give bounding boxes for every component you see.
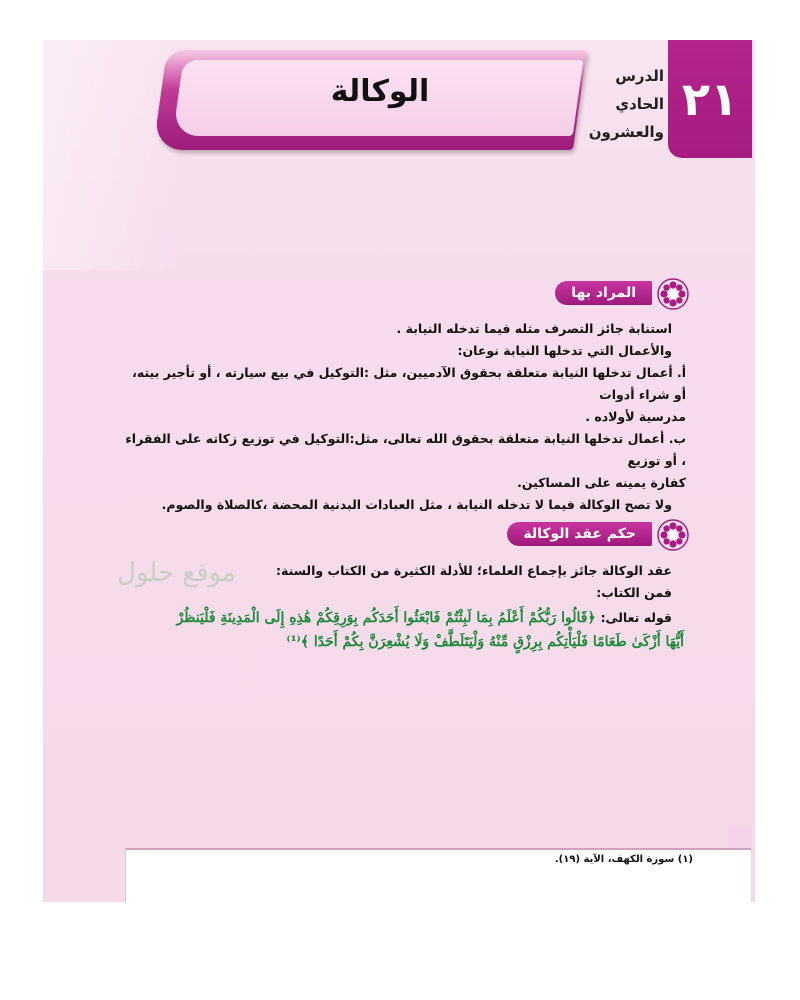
paragraph-line: استنابة جائز التصرف مثله فيما تدخله النيابة . [396,321,672,336]
lesson-number-box [668,40,752,158]
paragraph-line: أ. أعمال تدخلها النيابة متعلقة بحقوق الآدميين، مثل :التوكيل في بيع سيارته ، أو تأجير بيته، أو شراء أدوات [132,365,686,402]
paragraph-line: ولا تصح الوكالة فيما لا تدخله النيابة ، مثل العبادات البدنية المحضة ،كالصلاة والصوم. [161,497,672,512]
section-heading-ruling [500,518,690,548]
paragraph-line: والأعمال التي تدخلها النيابة نوعان: [457,343,672,358]
lesson-label-line: الحادي [615,95,664,113]
page-shade [43,40,183,270]
section-heading-label: المراد بها [555,281,652,305]
section-heading-label: حكم عقد الوكالة [507,522,652,546]
footnote-divider [126,848,751,850]
flower-icon [656,277,690,311]
verse-label: قوله تعالى: [600,610,672,625]
section-meaning-body [120,318,686,516]
paragraph-line: عقد الوكالة جائز بإجماع العلماء؛ للأدلة الكثيرة من الكتاب والسنة: [276,563,672,578]
quran-verse [60,606,684,654]
watermark: موقع حلول [117,558,236,588]
paragraph-line: فمن الكتاب: [596,585,672,600]
flower-icon [656,518,690,552]
paragraph-line: كفارة يمينه على المساكين. [517,475,686,490]
lesson-title: الوكالة [330,74,430,109]
paragraph-line: مدرسية لأولاده . [585,409,686,424]
lesson-label-line: الدرس [615,67,664,85]
section-ruling-body [230,560,672,604]
lesson-label-line: والعشرون [588,123,664,141]
lesson-number: ٢١ [681,72,739,126]
footnote: (١) سورة الكهف، الآية (١٩). [554,854,693,865]
section-heading-meaning [520,277,690,307]
verse-line: ﴿قَالُوا رَبُّكُمْ أَعْلَمُ بِمَا لَبِثْتُمْ فَابْعَثُوا أَحَدَكُم بِوَرِقِكُمْ هَٰذِهِ إِلَى الْمَدِينَةِ فَلْيَنظُرْ [176,610,596,626]
lesson-label [580,62,664,146]
verse-line: أَيُّهَا أَزْكَىٰ طَعَامًا فَلْيَأْتِكُم بِرِزْقٍ مِّنْهُ وَلْيَتَلَطَّفْ وَلَا يُشْعِرَنَّ بِكُمْ أَحَدًا ﴾⁽¹⁾ [286,634,684,650]
paragraph-line: ب. أعمال تدخلها النيابة متعلقة بحقوق الله تعالى، مثل:التوكيل في توزيع زكاته على الفقراء ، أو توزيع [125,431,686,468]
